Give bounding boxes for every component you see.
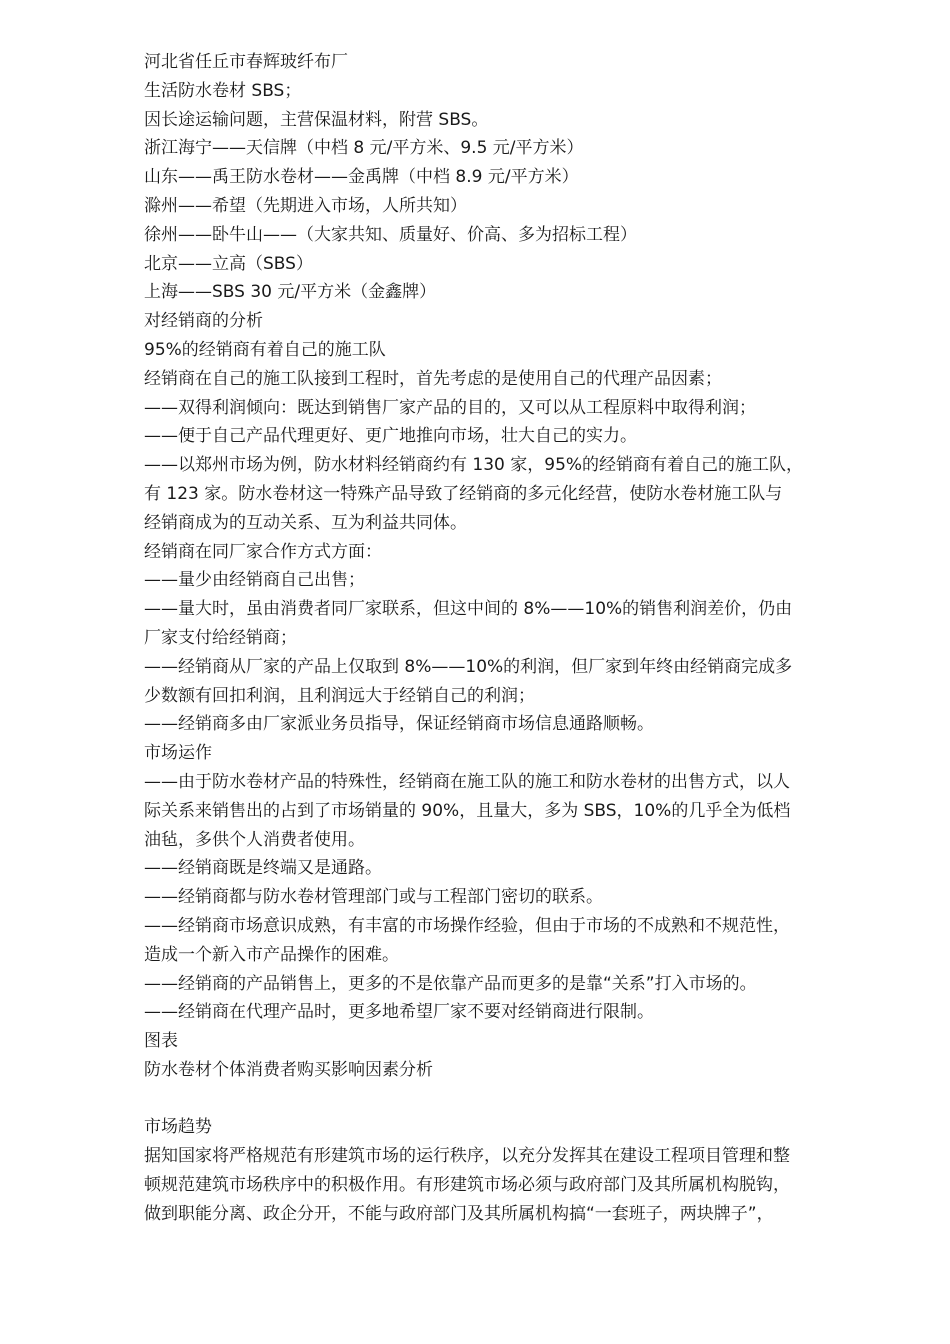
text-line: 经销商成为的互动关系、互为利益共同体。 — [144, 512, 467, 533]
text-line: 厂家支付给经销商； — [144, 627, 297, 648]
text-line: ——量大时，虽由消费者同厂家联系，但这中间的 8%——10%的销售利润差价，仍由 — [144, 599, 793, 620]
section-heading: 市场趋势 — [144, 1117, 212, 1138]
text-line: 河北省任丘市春辉玻纤布厂 — [144, 52, 348, 72]
text-line: ——双得利润倾向：既达到销售厂家产品的目的，又可以从工程原料中取得利润； — [144, 397, 756, 418]
text-line: 浙江海宁——天信牌（中档 8 元/平方米、9.5 元/平方米） — [144, 138, 584, 159]
text-line: 少数额有回扣利润，且利润远大于经销自己的利润； — [144, 685, 535, 706]
text-line: ——便于自己产品代理更好、更广地推向市场，壮大自己的实力。 — [144, 426, 637, 447]
text-line: 顿规范建筑市场秩序中的积极作用。有形建筑市场必须与政府部门及其所属机构脱钩， — [144, 1175, 790, 1196]
text-line: 有 123 家。防水卷材这一特殊产品导致了经销商的多元化经营，使防水卷材施工队与 — [144, 483, 783, 504]
text-line: 际关系来销售出的占到了市场销量的 90%，且量大，多为 SBS，10%的几乎全为低档 — [144, 800, 791, 821]
section-heading: 市场运作 — [144, 743, 212, 764]
text-line: 经销商在同厂家合作方式方面： — [144, 541, 382, 562]
text-line: 经销商在自己的施工队接到工程时，首先考虑的是使用自己的代理产品因素； — [144, 368, 722, 389]
text-line: ——量少由经销商自己出售； — [144, 570, 365, 591]
text-line: 徐州——卧牛山——（大家共知、质量好、价高、多为招标工程） — [144, 224, 637, 245]
blank-line — [144, 1085, 874, 1114]
text-line: 山东——禹王防水卷材——金禹牌（中档 8.9 元/平方米） — [144, 167, 579, 188]
text-line: 北京——立高（SBS） — [144, 253, 313, 274]
text-line: ——经销商都与防水卷材管理部门或与工程部门密切的联系。 — [144, 887, 603, 908]
text-line: ——经销商市场意识成熟，有丰富的市场操作经验，但由于市场的不成熟和不规范性， — [144, 915, 790, 936]
text-line: ——经销商多由厂家派业务员指导，保证经销商市场信息通路顺畅。 — [144, 714, 654, 735]
text-line: 做到职能分离、政企分开，不能与政府部门及其所属机构搞“一套班子，两块牌子”， — [144, 1203, 774, 1224]
text-line: ——以郑州市场为例，防水材料经销商约有 130 家，95%的经销商有着自己的施工队， — [144, 455, 804, 476]
text-line: 防水卷材个体消费者购买影响因素分析 — [144, 1059, 433, 1080]
text-line: 据知国家将严格规范有形建筑市场的运行秩序，以充分发挥其在建设工程项目管理和整 — [144, 1146, 790, 1167]
text-line: ——经销商从厂家的产品上仅取到 8%——10%的利润，但厂家到年终由经销商完成多 — [144, 656, 793, 677]
text-line: 生活防水卷材 SBS； — [144, 80, 302, 101]
text-line: ——经销商的产品销售上，更多的不是依靠产品而更多的是靠“关系”打入市场的。 — [144, 973, 757, 994]
text-line: ——经销商既是终端又是通路。 — [144, 858, 382, 879]
section-heading: 图表 — [144, 1031, 178, 1052]
text-line: 因长途运输问题，主营保温材料，附营 SBS。 — [144, 109, 489, 130]
section-heading: 对经销商的分析 — [144, 311, 263, 332]
text-line: 滁州——希望（先期进入市场，人所共知） — [144, 195, 467, 216]
text-line: 造成一个新入市产品操作的困难。 — [144, 944, 399, 965]
text-line: 95%的经销商有着自己的施工队 — [144, 339, 386, 360]
text-line: 油毡，多供个人消费者使用。 — [144, 829, 365, 850]
document-page — [144, 48, 874, 1229]
text-line: ——经销商在代理产品时，更多地希望厂家不要对经销商进行限制。 — [144, 1002, 654, 1023]
text-line: ——由于防水卷材产品的特殊性，经销商在施工队的施工和防水卷材的出售方式，以人 — [144, 771, 790, 792]
text-line: 上海——SBS 30 元/平方米（金鑫牌） — [144, 282, 437, 303]
